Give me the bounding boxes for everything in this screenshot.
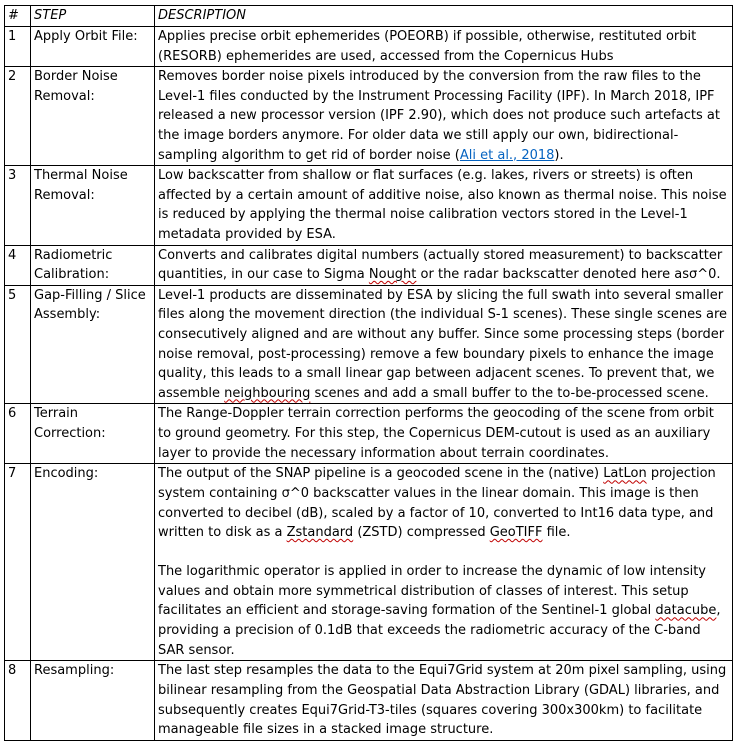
step-name: Radiometric Calibration:: [31, 245, 155, 285]
step-name: Encoding:: [31, 464, 155, 661]
description-text: The output of the SNAP pipeline is a geocoded scene in the (native): [158, 466, 604, 482]
description-text: Level-1 products are disseminated by ESA by slicing the full swath into several smaller files along the movement direction (the individual S-1 scenes). These single scenes are consecutively aligned and are without any buffer. Since some processing steps (border noise removal, post-processing) remove a few boundary pixels to enhance the image quality, this leads to a small linear gap between adjacent scenes. To prevent that, we assemble: [158, 287, 728, 401]
header-step: STEP: [31, 6, 155, 27]
step-description: [155, 285, 733, 404]
step-name: Border Noise Removal:: [31, 67, 155, 166]
table-row: [5, 27, 733, 67]
description-text: Converts and calibrates digital numbers (actually stored measurement) to backscatter quantities, in our case to Sigma: [158, 247, 723, 283]
header-num: #: [5, 6, 31, 27]
step-number: 3: [5, 166, 31, 245]
description-text: The logarithmic operator is applied in order to increase the dynamic of low intensity values and obtain more symmetrical distribution of classes of interest. This setup facilitates an efficient and storage-saving formation of the Sentinel-1 global: [158, 564, 706, 619]
description-text: scenes and add a small buffer to the to-be-processed scene.: [310, 385, 709, 401]
step-number: 4: [5, 245, 31, 285]
description-text: or the radar backscatter denoted here as: [416, 267, 689, 283]
table-row: [5, 245, 733, 285]
step-number: 1: [5, 27, 31, 67]
step-description: [155, 67, 733, 166]
step-description: [155, 245, 733, 285]
citation-link[interactable]: Ali et al., 2018: [459, 147, 555, 163]
step-name: Thermal Noise Removal:: [31, 166, 155, 245]
header-row: [5, 6, 733, 27]
description-text: file.: [542, 525, 571, 541]
table-row: [5, 166, 733, 245]
header-description: DESCRIPTION: [155, 6, 733, 27]
sigma-symbol: σ^0: [688, 267, 717, 283]
step-name: Gap-Filling / Slice Assembly:: [31, 285, 155, 404]
step-number: 2: [5, 67, 31, 166]
processing-steps-table: [4, 5, 733, 741]
description-text: projection system containing σ^0 backscatter values in the linear domain. This image is then converted to decibel (dB), scaled by a factor of 10, converted to Int16 data type, and written to disk as a: [158, 466, 716, 541]
description-text: (ZSTD) compressed: [353, 525, 490, 541]
spellcheck-word[interactable]: neighbouring: [224, 385, 311, 401]
step-name: Resampling:: [31, 661, 155, 740]
description-paragraph: [158, 562, 729, 660]
step-name: Terrain Correction:: [31, 404, 155, 464]
description-text: Removes border noise pixels introduced by the conversion from the raw files to the Level-1 files conducted by the Instrument Processing Facility (IPF). In March 2018, IPF released a new processor version (IPF 2.90), which does not produce such artefacts at the image borders anymore. For older data we still apply our own, bidirectional-sampling algorithm to get rid of border noise (: [158, 69, 720, 163]
table-row: [5, 285, 733, 404]
step-name: Apply Orbit File:: [31, 27, 155, 67]
step-description: Low backscatter from shallow or flat surfaces (e.g. lakes, rivers or streets) is often affected by a certain amount of additive noise, also known as thermal noise. This noise is reduced by applying the thermal noise calibration vectors stored in the Level-1 metadata provided by ESA.: [155, 166, 733, 245]
step-number: 8: [5, 661, 31, 740]
step-number: 5: [5, 285, 31, 404]
step-number: 6: [5, 404, 31, 464]
description-text: , providing a precision of 0.1dB that exceeds the radiometric accuracy of the C-band SAR sensor.: [158, 603, 721, 658]
table-row: [5, 404, 733, 464]
spellcheck-word[interactable]: Zstandard: [286, 525, 354, 541]
table-row: [5, 464, 733, 661]
spellcheck-word[interactable]: datacube: [655, 603, 717, 619]
step-description: The Range-Doppler terrain correction performs the geocoding of the scene from orbit to ground geometry. For this step, the Copernicus DEM-cutout is used as an auxiliary layer to provide the necessary information about terrain coordinates.: [155, 404, 733, 464]
step-description: [155, 464, 733, 661]
table-row: [5, 661, 733, 740]
step-number: 7: [5, 464, 31, 661]
description-text: ).: [554, 147, 564, 163]
spellcheck-word[interactable]: Nought: [368, 267, 417, 283]
step-description: Applies precise orbit ephemerides (POEORB) if possible, otherwise, restituted orbit (RESORB) ephemerides are used, accessed from the Copernicus Hubs: [155, 27, 733, 67]
spellcheck-word[interactable]: GeoTIFF: [489, 525, 543, 541]
description-text: .: [716, 267, 721, 283]
description-paragraph: [158, 464, 729, 542]
spellcheck-word[interactable]: LatLon: [603, 466, 647, 482]
step-description: The last step resamples the data to the Equi7Grid system at 20m pixel sampling, using bilinear resampling from the Geospatial Data Abstraction Library (GDAL) libraries, and subsequently creates Equi7Grid-T3-tiles (squares covering 300x300km) to facilitate manageable file sizes in a stacked image structure.: [155, 661, 733, 740]
table-row: [5, 67, 733, 166]
